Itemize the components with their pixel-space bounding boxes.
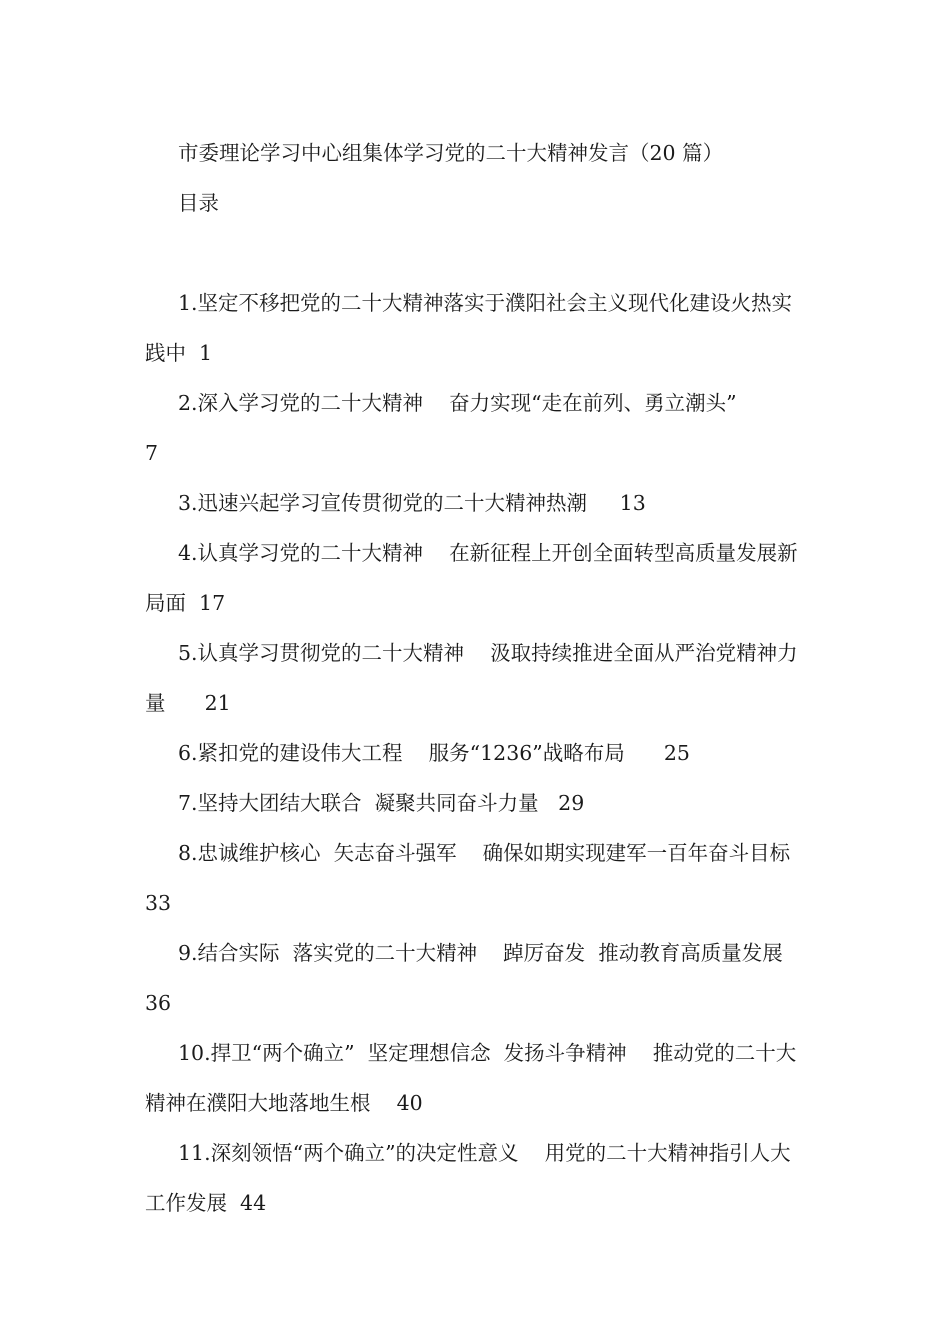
toc-heading: 目录 <box>178 191 219 215</box>
toc-entry-title: 3.迅速兴起学习宣传贯彻党的二十大精神热潮 <box>178 491 588 515</box>
toc-entry-title: 8.忠诚维护核心 矢志奋斗强军 确保如期实现建军一百年奋斗目标 <box>178 841 791 865</box>
toc-list <box>145 278 810 1228</box>
toc-entry <box>145 828 810 928</box>
toc-entry-title: 5.认真学习贯彻党的二十大精神 汲取持续推进全面从严治党精神力量 <box>145 641 798 715</box>
toc-entry-gap <box>186 591 199 615</box>
toc-entry <box>145 778 810 828</box>
toc-entry-page-number: 29 <box>558 791 585 815</box>
toc-entry-page-number: 17 <box>199 591 226 615</box>
toc-entry-gap <box>166 691 205 715</box>
toc-entry-title: 4.认真学习党的二十大精神 在新征程上开创全面转型高质量发展新局面 <box>145 541 798 615</box>
toc-entry-page-number: 44 <box>240 1191 267 1215</box>
toc-entry <box>145 928 810 1028</box>
toc-entry-gap <box>539 791 559 815</box>
toc-entry <box>145 1028 810 1128</box>
toc-entry-gap <box>371 1091 397 1115</box>
toc-entry-title: 7.坚持大团结大联合 凝聚共同奋斗力量 <box>178 791 539 815</box>
toc-entry <box>145 528 810 628</box>
toc-entry <box>145 278 810 378</box>
toc-entry-page-number: 21 <box>204 691 231 715</box>
toc-entry-gap <box>227 1191 240 1215</box>
toc-entry-page-number: 13 <box>619 491 646 515</box>
toc-entry-title: 1.坚定不移把党的二十大精神落实于濮阳社会主义现代化建设火热实践中 <box>145 291 793 365</box>
toc-entry-page-number: 40 <box>396 1091 423 1115</box>
toc-entry-title: 10.捍卫“两个确立” 坚定理想信念 发扬斗争精神 推动党的二十大精神在濮阳大地落地生根 <box>145 1041 797 1115</box>
toc-entry-gap <box>186 341 199 365</box>
document-body <box>145 128 810 1228</box>
toc-entry <box>145 728 810 778</box>
toc-entry <box>145 628 810 728</box>
toc-entry-title: 11.深刻领悟“两个确立”的决定性意义 用党的二十大精神指引人大工作发展 <box>145 1141 791 1215</box>
toc-entry-page-number: 25 <box>663 741 690 765</box>
toc-entry-page-number: 7 <box>145 441 159 465</box>
toc-entry-gap <box>587 491 620 515</box>
toc-entry-gap <box>783 941 796 965</box>
toc-entry-page-number: 1 <box>199 341 213 365</box>
toc-entry-title: 2.深入学习党的二十大精神 奋力实现“走在前列、勇立潮头” <box>178 391 737 415</box>
toc-entry-gap <box>790 841 816 865</box>
toc-entry-gap <box>625 741 664 765</box>
document-title: 市委理论学习中心组集体学习党的二十大精神发言（20 篇） <box>178 141 724 165</box>
toc-entry-title: 9.结合实际 落实党的二十大精神 踔厉奋发 推动教育高质量发展 <box>178 941 783 965</box>
toc-entry <box>145 1128 810 1228</box>
toc-entry-page-number: 33 <box>145 891 172 915</box>
toc-entry <box>145 478 810 528</box>
toc-entry <box>145 378 810 478</box>
toc-entry-page-number: 36 <box>145 991 172 1015</box>
toc-entry-title: 6.紧扣党的建设伟大工程 服务“1236”战略布局 <box>178 741 625 765</box>
